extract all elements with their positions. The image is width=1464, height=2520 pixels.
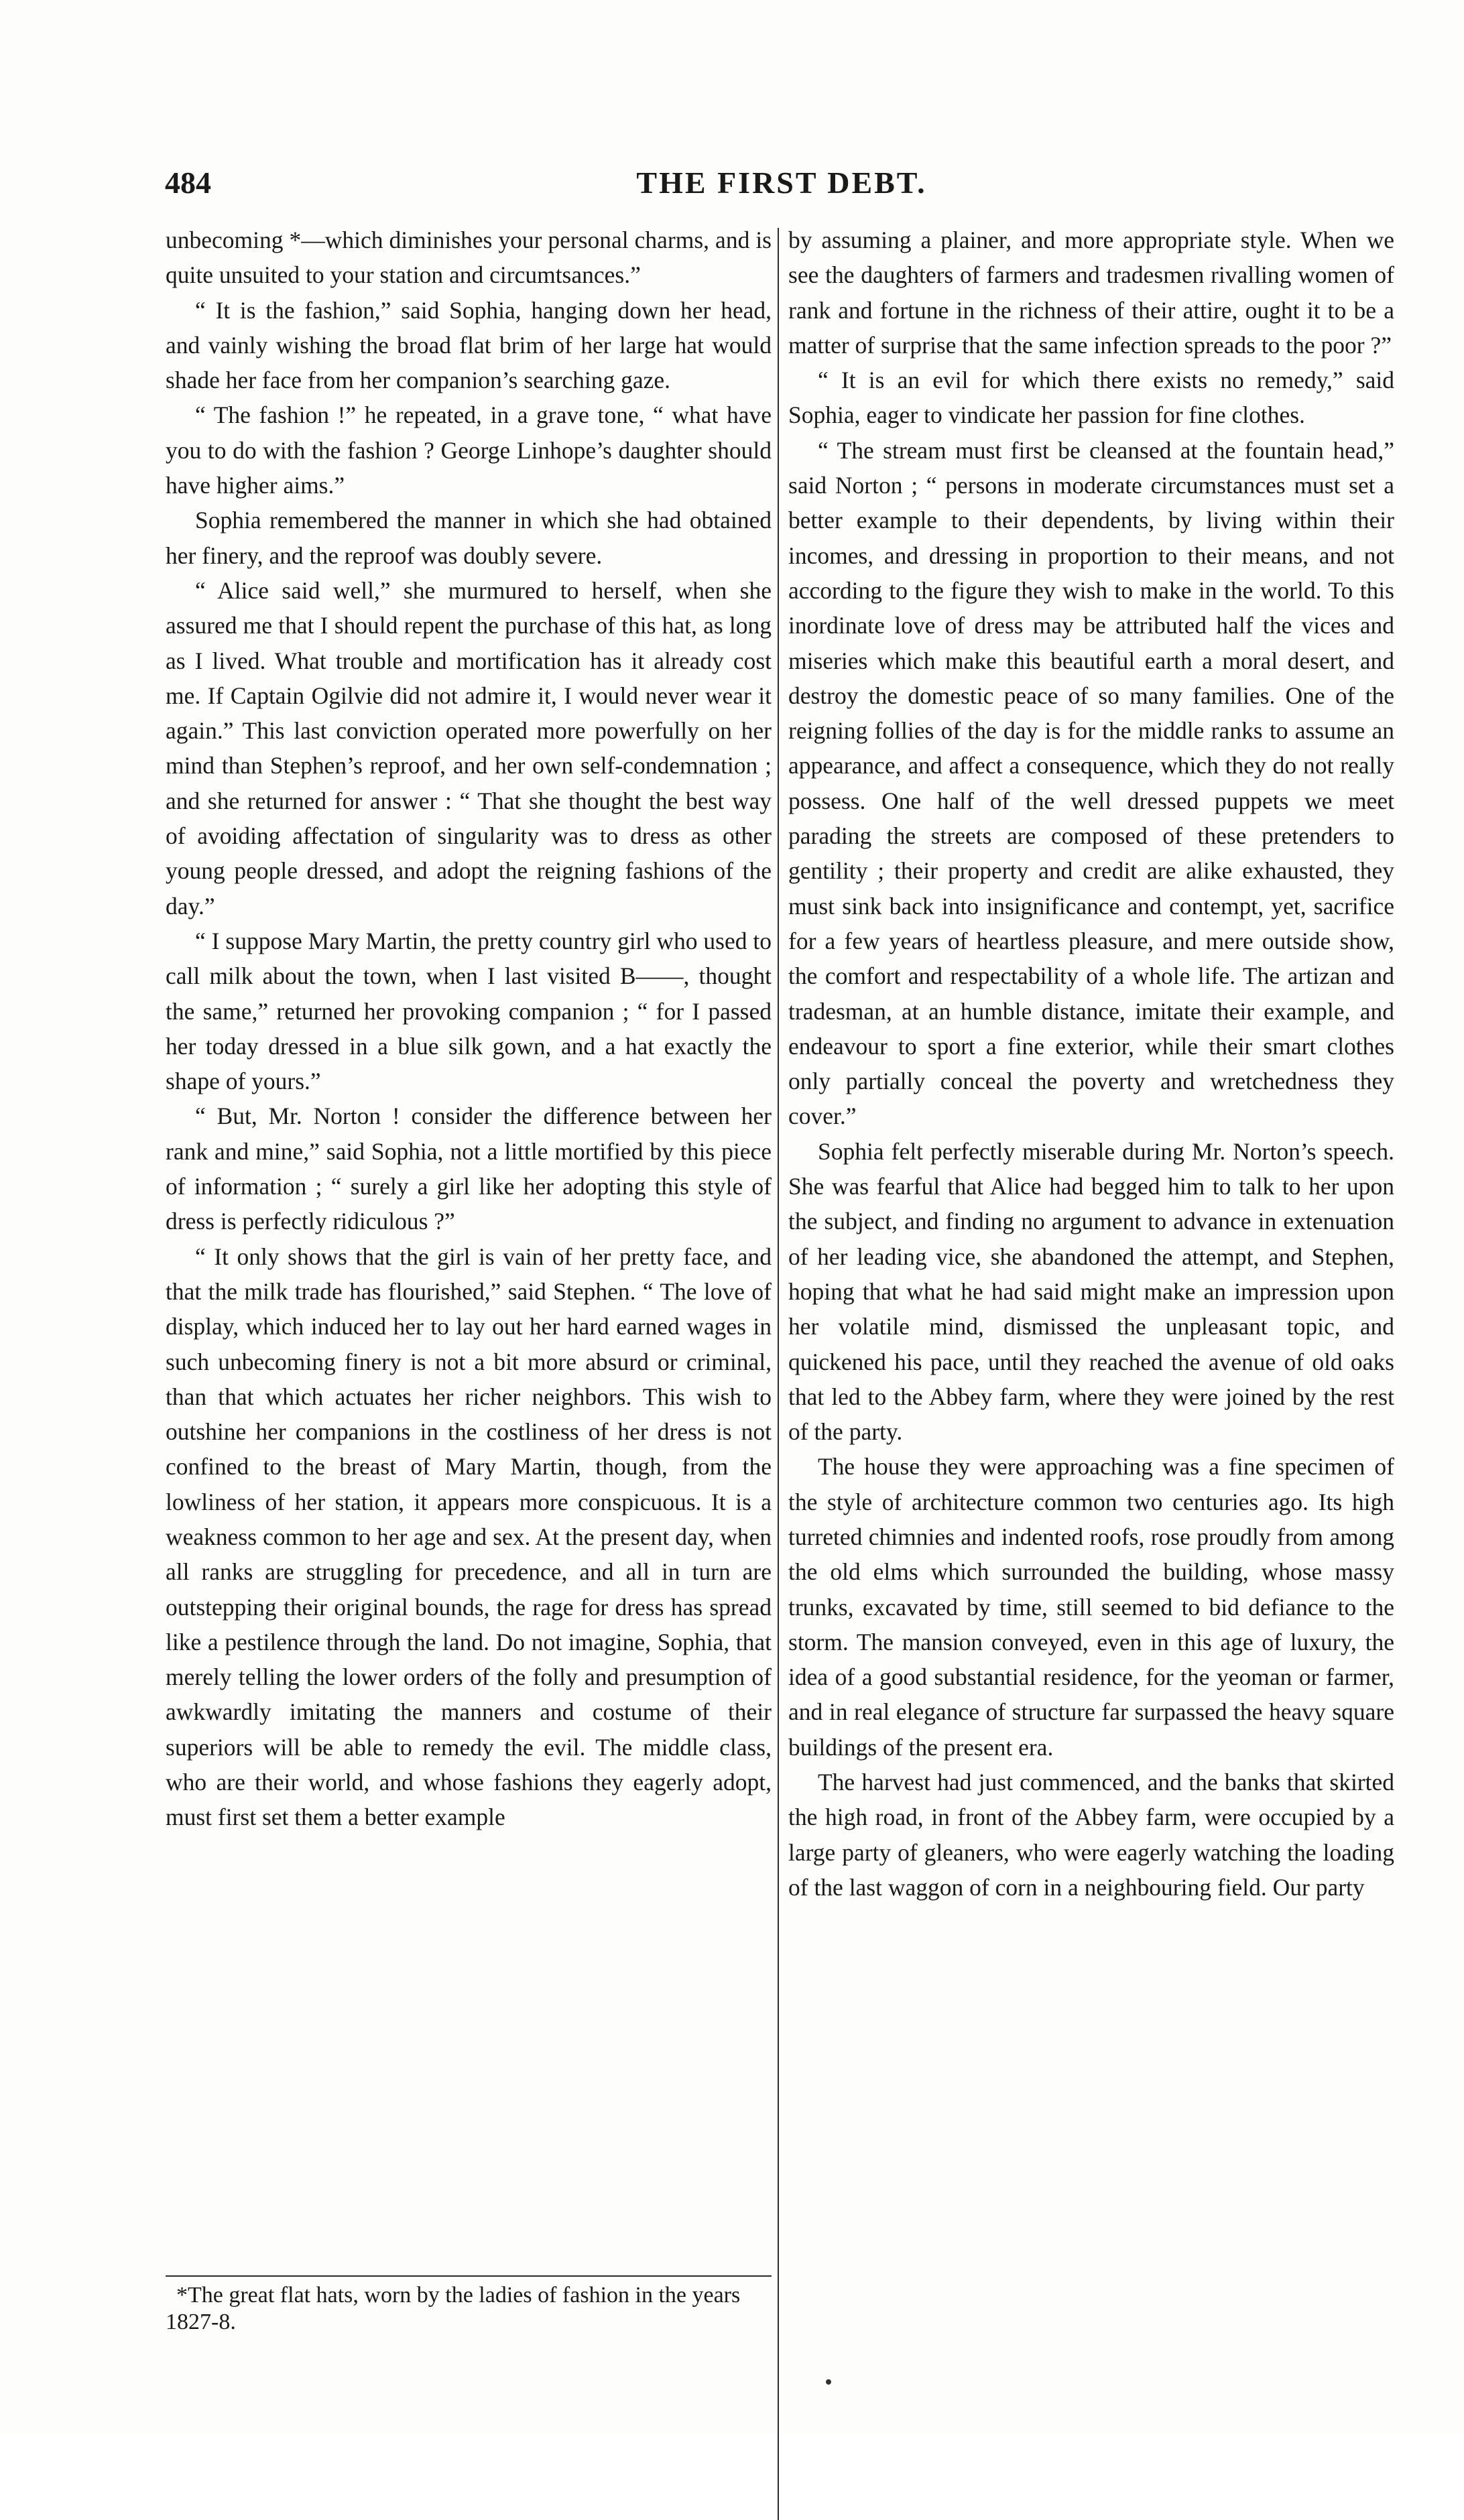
paragraph: “ It is the fashion,” said Sophia, hanging down her head, and vainly wishing the broad flat brim of her large hat would shade her face from her companion’s searching gaze. [166,296,772,394]
paragraph: “ But, Mr. Norton ! consider the difference between her rank and mine,” said Sophia, not a little mortified by this piece of information ; “ surely a girl like her adopting this style of dress is perfectly ridiculous ?” [166,1102,772,1235]
paragraph: unbecoming *—which diminishes your personal charms, and is quite unsuited to your station and circumtsances.” [166,227,772,289]
paragraph: “ The stream must first be cleansed at the fountain head,” said Norton ; “ persons in moderate circumstances must set a better example to their dependents, by living within their incomes, and dressing in proportion to their means, and not according to the figure they wish to make in the world. To this inordinate love of dress may be attributed half the vices and miseries which make this beautiful earth a moral desert, and destroy the domestic peace of so many families. One of the reigning follies of the day is for the middle ranks to assume an appearance, and affect a consequence, which they do not really possess. One half of the well dressed puppets we meet parading the streets are composed of these pretenders to gentility ; their property and credit are alike exhausted, they must sink back into insignificance and contempt, yet, sacrifice for a few years of heartless pleasure, and mere outside show, the comfort and respectability of a whole life. The artizan and tradesman, at an humble distance, imitate their example, and endeavour to sport a fine exterior, while their smart clothes only partially conceal the poverty and wretchedness they cover.” [788,436,1394,1130]
page-header [165,165,1398,212]
page-number: 484 [165,166,211,200]
printer-mark [826,2379,831,2385]
paragraph: Sophia remembered the manner in which she had obtained her finery, and the reproof was doubly severe. [166,507,772,569]
paragraph: The harvest had just commenced, and the banks that skirted the high road, in front of the Abbey farm, were occupied by a large party of gleaners, who were eagerly watching the loading of the last waggon of corn in a neighbouring field. Our party [788,1769,1394,1901]
footnote [166,2282,772,2336]
footnote-rule [166,2275,772,2277]
paragraph: “ The fashion !” he repeated, in a grave tone, “ what have you to do with the fashion ? George Linhope’s daughter should have higher aims.” [166,401,772,499]
footnote-text: *The great flat hats, worn by the ladies of fashion in the years 1827-8. [166,2283,741,2334]
column-divider [778,228,779,2520]
paragraph: “ I suppose Mary Martin, the pretty country girl who used to call milk about the town, when I last visited B——, thought the same,” returned her provoking companion ; “ for I passed her today dressed in a blue silk gown, and a hat exactly the shape of yours.” [166,927,772,1095]
paragraph: “ Alice said well,” she murmured to herself, when she assured me that I should repent the purchase of this hat, as long as I lived. What trouble and mortification has it already cost me. If Captain Ogilvie did not admire it, I would never wear it again.” This last conviction operated more powerfully on her mind than Stephen’s reproof, and her own self-condemnation ; and she returned for answer : “ That she thought the best way of avoiding affectation of singularity was to dress as other young people dressed, and adopt the reigning fashions of the day.” [166,576,772,920]
paragraph: The house they were approaching was a fine specimen of the style of architecture common two centuries ago. Its high turreted chimnies and indented roofs, rose proudly from among the old elms which surrounded the building, whose massy trunks, excavated by time, still seemed to bid defiance to the storm. The mansion conveyed, even in this age of luxury, the idea of a good substantial residence, for the yeoman or farmer, and in real elegance of structure far surpassed the heavy square buildings of the present era. [788,1453,1394,1761]
paragraph: by assuming a plainer, and more appropriate style. When we see the daughters of farmers and tradesmen rivalling women of rank and fortune in the richness of their attire, ought it to be a matter of surprise that the same infection spreads to the poor ?” [788,227,1394,359]
left-column [166,223,772,1835]
paragraph: “ It only shows that the girl is vain of her pretty face, and that the milk trade has flourished,” said Stephen. “ The love of display, which induced her to lay out her hard earned wages in such unbecoming finery is not a bit more absurd or criminal, than that which actuates her richer neighbors. This wish to outshine her companions in the costliness of her dress is not confined to the breast of Mary Martin, though, from the lowliness of her station, it appears more conspicuous. It is a weakness common to her age and sex. At the present day, when all ranks are struggling for precedence, and all in turn are outstepping their original bounds, the rage for dress has spread like a pestilence through the land. Do not imagine, Sophia, that merely telling the lower orders of the folly and presumption of awkwardly imitating the manners and costume of their superiors will be able to remedy the evil. The middle class, who are their world, and whose fashions they eagerly adopt, must first set them a better example [166,1243,772,1831]
running-title: THE FIRST DEBT. [636,166,927,200]
right-column [788,223,1394,1905]
paragraph: Sophia felt perfectly miserable during Mr. Norton’s speech. She was fearful that Alice had begged him to talk to her upon the subject, and finding no argument to advance in extenuation of her leading vice, she abandoned the attempt, and Stephen, hoping that what he had said might make an impression upon her volatile mind, dismissed the unpleasant topic, and quickened his pace, until they reached the avenue of old oaks that led to the Abbey farm, where they were joined by the rest of the party. [788,1137,1394,1446]
paragraph: “ It is an evil for which there exists no remedy,” said Sophia, eager to vindicate her passion for fine clothes. [788,367,1394,429]
